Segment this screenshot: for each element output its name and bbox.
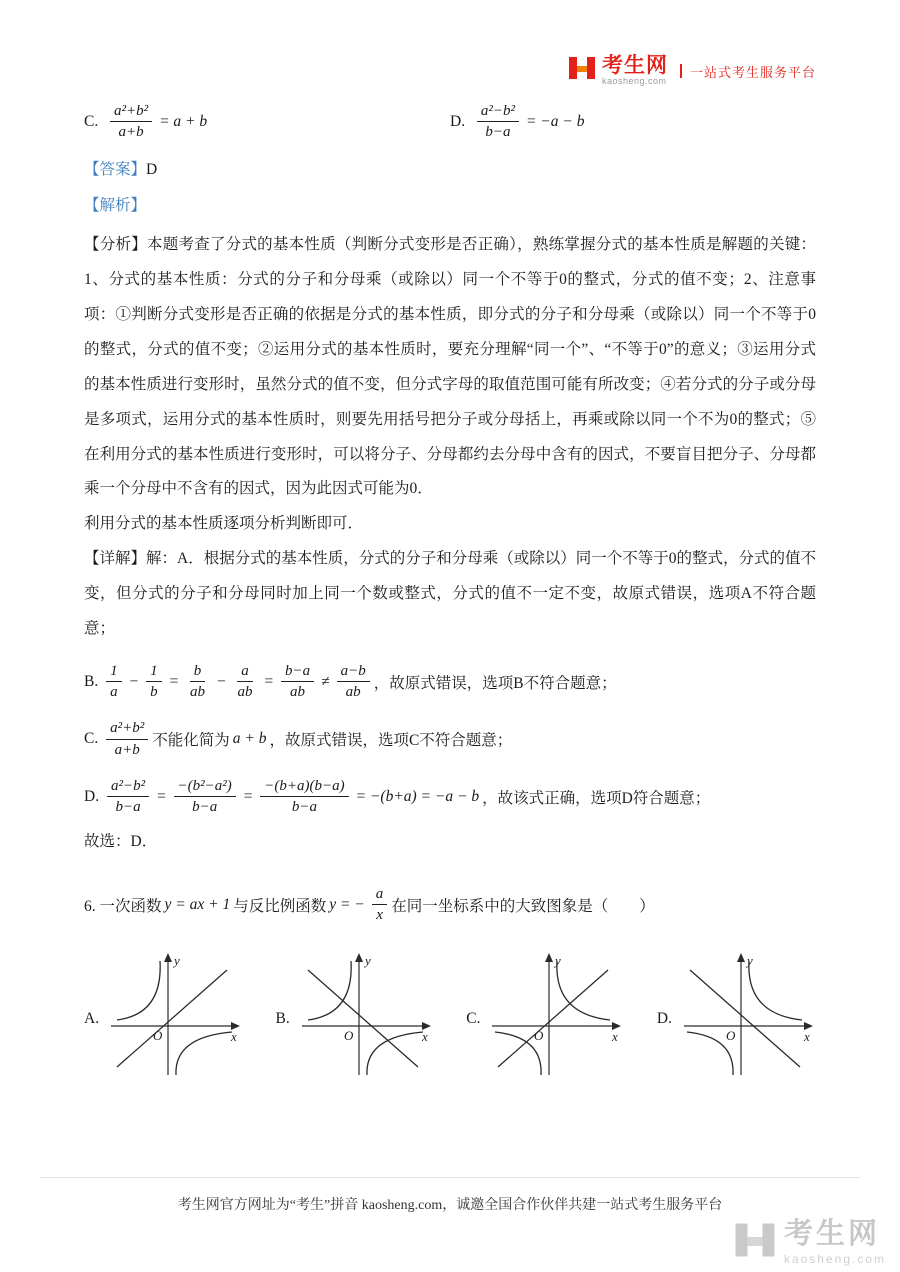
kaosheng-watermark <box>734 1219 886 1266</box>
y-axis-label: y <box>747 952 753 968</box>
x-axis-label: x <box>804 1028 810 1044</box>
hyperbola-branch-q1 <box>557 961 610 1020</box>
graph-option-c-label: C. <box>466 1009 481 1027</box>
origin-label: O <box>153 1027 163 1043</box>
page-footer: 考生网官方网址为“考生”拼音 kaosheng.com，诚邀全国合作伙伴共建一站式考生服务平台 <box>40 1177 860 1214</box>
question-6-line: 6. 一次函数 y = ax + 1 与反比例函数 y = − $\frac{a}{x}$ 在同一坐标系中的大致图象是（ ） <box>84 886 655 924</box>
x-axis-label: x <box>421 1028 428 1044</box>
origin-label: O <box>343 1027 354 1043</box>
watermark-brand-name: 考生网 <box>783 1217 880 1250</box>
brand-divider <box>680 64 682 78</box>
graph-c-plot <box>484 948 624 1083</box>
option-c-formula: C. $\frac{\text{a²+b²}}{a+b}$ = a + b <box>84 103 208 141</box>
brand-name: 考生网 <box>601 53 668 77</box>
graph-option-d <box>657 948 816 1083</box>
linear-function-line <box>117 970 227 1067</box>
options-row <box>84 101 816 143</box>
jiexi-label: 【解析】 <box>84 197 147 215</box>
y-axis-label: y <box>174 952 180 968</box>
graph-option-d-label: D. <box>656 1009 672 1027</box>
analysis-paragraph: 【分析】本题考查了分式的基本性质（判断分式变形是否正确），熟练掌握分式的基本性质是解题的关键：1、分式的基本性质：分式的分子和分母乘（或除以）同一个不等于0的整式，分式的值不变；2、注意事项：①判断分式变形是否正确的依据是分式的基本性质，即分式的分子和分母乘（或除以）同一个不等于0的整式，分式的值不变；②运用分式的基本性质时，要充分理解“同一个”、“不等于0”的意义；③运用分式的基本性质进行变形时，虽然分式的值不变，但分式字母的取值范围可能有所改变；④若分式的分子或分母是多项式，运用分式的基本性质时，则要先用括号把分子或分母括上，再乘或除以同一个不为0的整式；⑤在利用分式的基本性质进行变形时，可以将分子、分母都约去分母中含有的因式，不要盲目把分子、分母都乘一个分母中不含有的因式，因为此因式可能为0． <box>84 236 816 498</box>
origin-label: O <box>726 1027 736 1043</box>
y-axis-label: y <box>555 952 562 968</box>
y-axis-label: y <box>364 952 371 968</box>
graph-d-plot <box>676 948 816 1083</box>
graph-a-plot <box>103 948 243 1083</box>
option-d-formula: D. $\frac{\text{a²−b²}}{b-a}$ = −a − b <box>450 103 585 141</box>
detail-paragraph: 【详解】解：A．根据分式的基本性质，分式的分子和分母乘（或除以）同一个不等于0的整式，分式的值不变，但分式的分子和分母同时加上同一个数或整式，分式的值不一定不变，故原式错误，选项A不符合题意； <box>84 550 816 637</box>
watermark-text <box>784 1219 886 1266</box>
linear-function-line <box>308 970 418 1067</box>
origin-label: O <box>534 1027 544 1043</box>
graph-option-c <box>466 948 624 1083</box>
jiexi-line <box>84 189 816 224</box>
watermark-logo-icon <box>734 1219 776 1266</box>
answer-line <box>84 153 816 188</box>
brand-tagline: 一站式考生服务平台 <box>689 65 816 80</box>
answer-label: 【答案】 <box>84 160 147 178</box>
hyperbola-branch-q4 <box>176 1032 232 1075</box>
step-b-line: B. $\frac{1}{a}$ − $\frac{1}{b}$ = $\frac{b}{ab}$ − $\frac{a}{ab}$ = $\frac{b-a}{ab}$ ≠ $\frac{a-b}{ab}$ ，故原式错误，选项B不符合题意； <box>84 662 617 700</box>
brand-text <box>602 55 668 86</box>
site-header <box>84 0 816 87</box>
step-c-line: C. $\frac{\text{a²+b²}}{a+b}$ 不能化简为 a + b ，故原式错误，选项C不符合题意； <box>84 720 513 758</box>
linear-function-line <box>690 970 800 1067</box>
graph-option-b-label: B. <box>275 1009 290 1027</box>
watermark-brand-domain: kaosheng.com <box>783 1251 886 1266</box>
conclusion-line: 故选：D． <box>84 833 158 851</box>
step-d-line: D. $\frac{\text{a²−b²}}{b-a}$ = $\frac{\text{−(b²−a²)}}{b-a}$ = $\frac{-(b+a)(b-a)}{b-a}$ = −(b+a) = −a − b ，故该式正确，选项D符合题意； <box>84 777 711 815</box>
graph-b-plot <box>294 948 434 1083</box>
hyperbola-branch-q4 <box>367 1032 423 1075</box>
kaosheng-logo <box>568 54 816 87</box>
hyperbola-branch-q2 <box>117 961 160 1020</box>
method-line: 利用分式的基本性质逐项分析判断即可． <box>84 515 364 533</box>
graph-option-a <box>84 948 243 1083</box>
graph-option-b <box>276 948 434 1083</box>
kaosheng-logo-icon <box>568 54 596 87</box>
linear-function-line <box>498 970 608 1067</box>
hyperbola-branch-q2 <box>308 961 351 1020</box>
graph-option-a-label: A. <box>84 1009 100 1027</box>
answer-value: D <box>146 160 158 178</box>
x-axis-label: x <box>231 1028 237 1044</box>
brand-domain: kaosheng.com <box>601 75 667 86</box>
graph-options-row <box>84 948 816 1083</box>
x-axis-label: x <box>612 1028 619 1044</box>
hyperbola-branch-q1 <box>749 961 802 1020</box>
